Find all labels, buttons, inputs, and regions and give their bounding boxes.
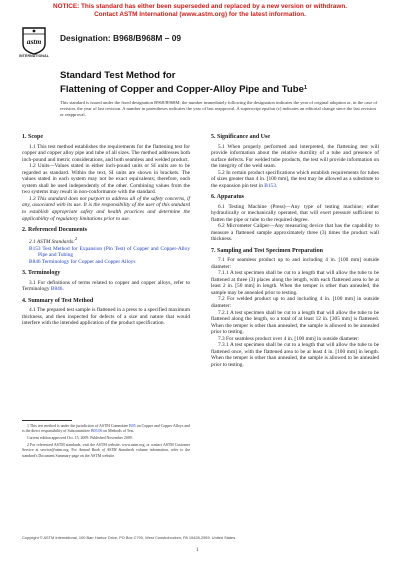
footnote-1-text-c: on Methods of Test.: [102, 429, 135, 434]
astm-logo-icon: [22, 27, 46, 55]
link-b05-06[interactable]: B05.06: [90, 429, 103, 434]
notice-line-1: NOTICE: This standard has either been superseded and replaced by a new version or withdrawn.: [52, 3, 348, 10]
right-column: [211, 134, 379, 369]
section-7-heading: 7. Sampling and Test Specimen Preparation: [211, 247, 323, 254]
section-6-heading: 6. Apparatus: [211, 194, 245, 201]
footnote-2: [22, 443, 190, 459]
para-7-3: 7.3 For seamless product over 4 in. [100 mm] in outside diameter:: [218, 335, 360, 342]
footnote-1-text-b: on Copper and Copper Alloys and is the direct responsibility of Subcommittee: [22, 424, 190, 434]
para-6-2: 6.2 Micrometer Caliper—Any measuring device that has the capability to measure a flattened sample approximately three (3) times the product wall thickness.: [211, 223, 379, 243]
copyright: Copyright © ASTM International, 100 Barr Harbor Drive, PO Box C700, West Conshohocken, PA 19428-2959. United States.: [22, 535, 237, 540]
issuance-note: This standard is issued under the fixed designation B968/B968M; the number immediately following the designation indicates the year of original adoption or, in the case of revision, the year of last revision. A number in parentheses indicates the year of last reapproval. A superscript epsilon (ε) indicates an editorial change since the last revision or reapproval.: [60, 100, 378, 118]
para-7-2-1: 7.2.1 A test specimen shall be cut to a length that will allow the tube to be flattened along the length, so a total of at least 12 in. [305 mm] is flattened. When the temper is other than annealed, the sample is allowed to be annealed prior to testing.: [211, 309, 379, 336]
footnotes: [22, 424, 190, 461]
para-1-1: 1.1 This test method establishes the requirements for the flattening test for copper and copper alloy pipe and tube of all sizes. The method addresses both inch-pound and metric considerations, and both seamless and welded product.: [22, 143, 190, 163]
footnote-1-edition: Current edition approved Oct. 15, 2009. Published November 2009.: [27, 436, 133, 441]
footnote-1: [22, 424, 190, 434]
para-1-2: 1.2 Units—Values stated in either inch-pound units or SI units are to be regarded as standard. Within the text, SI units are shown in brackets. The values stated in each system may not be exact equivalents; therefore, each system shall be used independently of the other. Combining values from the two systems may result in non-conformance with the standard.: [22, 163, 190, 196]
para-7-1: 7.1 For seamless product up to and including 4 in. [100 mm] outside diameter:: [211, 257, 379, 270]
astm-standards-label: 2.1 ASTM Standards:: [29, 239, 75, 246]
section-4-heading: 4. Summary of Test Method: [22, 297, 94, 304]
title-line-2: [60, 82, 380, 96]
para-2-1: [22, 236, 190, 245]
para-6-1: 6.1 Testing Machine (Press)—Any type of testing machine; either hydraulically or mechanically operated, that will exert pressure sufficient to flatten the pipe or tube to the required degree.: [211, 203, 379, 223]
para-1-3: 1.3 This standard does not purport to address all of the safety concerns, if any, associated with its use. It is the responsibility of the user of this standard to establish appropriate safety and health practices and determine the applicability of regulatory limitations prior to use.: [22, 195, 190, 222]
document-title: [60, 70, 380, 96]
para-5-2: [211, 170, 379, 190]
section-2-heading: 2. Referenced Documents: [22, 226, 88, 233]
footnote-rule: [22, 420, 72, 421]
link-b05[interactable]: B05: [129, 424, 136, 428]
logo-caption: INTERNATIONAL: [18, 54, 50, 58]
para-3-1-end: .: [62, 286, 64, 293]
para-5-2-text: 5.2 In certain product specifications which establish requirements for tubes of sizes greater than 4 in. [100 mm], the test may be allowed as a substitute to the expansion pin test in: [211, 169, 379, 189]
notice-banner: [0, 3, 400, 19]
section-5-heading: 5. Significance and Use: [211, 134, 271, 140]
footnote-1-text: 1 This test method is under the jurisdiction of ASTM Committee: [27, 424, 130, 428]
left-column: [22, 134, 190, 327]
designation: Designation: B968/B968M – 09: [60, 33, 182, 43]
para-4-1: 4.1 The prepared test sample is flattened in a press to a specified maximum thickness, and then inspected for defects of a size and nature that would interfere with the intended application of the product specification.: [22, 307, 190, 327]
footnote-2-italic: Annual Book of ASTM Standards: [78, 448, 135, 453]
footnote-2-text: 2 For referenced ASTM standards, visit the ASTM website, www.astm.org, or contact ASTM Customer Service at service@astm.org. For: [22, 443, 190, 453]
title-line-1: Standard Test Method for: [60, 70, 176, 81]
reference-b153-title[interactable]: Test Method for Expansion (Pin Test) of Copper and Copper-Alloy Pipe and Tubing: [38, 245, 190, 259]
para-7-2: 7.2 For welded product up to and including 4 in. [100 mm] in outside diameter:: [211, 296, 379, 310]
para-7-3-1: 7.3.1 A test specimen shall be cut to a length that will allow the tube to be flattened once, with the flattened area to be at least 4 in. [100 mm] in length. When the temper is other than annealed, the sample is allowed to be annealed prior to testing.: [211, 342, 379, 368]
title-footnote-mark: 1: [303, 85, 307, 91]
para-3-1-text: 3.1 For definitions of terms related to copper and copper alloys, refer to Terminology: [22, 279, 190, 293]
section-3-heading: 3. Terminology: [22, 270, 61, 277]
reference-b846: [22, 259, 190, 266]
link-b153-inline[interactable]: B153: [264, 182, 276, 189]
footnote-2-text-b: volume information, refer to the standard's Document Summary page on the ASTM website.: [22, 448, 190, 458]
reference-b846-title[interactable]: Terminology for Copper and Copper Alloys: [41, 258, 136, 265]
link-b846-inline[interactable]: B846: [50, 286, 63, 293]
reference-b153: [22, 246, 190, 259]
title-text: Flattening of Copper and Copper-Alloy Pipe and Tube: [60, 84, 304, 95]
footnote-mark-2: 2: [74, 236, 78, 242]
para-3-1: [22, 280, 190, 293]
link-b846[interactable]: B846: [29, 258, 41, 265]
para-5-2-end: .: [275, 182, 278, 189]
page-number: 1: [196, 548, 199, 553]
para-7-1-1: 7.1.1 A test specimen shall be cut to a length that will allow the tube to be flattened at three (3) places along the length, with each flattened area to be at least 2 in. [50 mm] in length. When the temper is other than annealed, the sample may be annealed prior to testing.: [211, 270, 379, 296]
para-5-1: 5.1 When properly performed and interpreted, the flattening test will provide information about the relative ductility of a tube and presence of surface defects. For welded tube products, the test will provide information on the integrity of the weld seam.: [211, 143, 379, 170]
notice-line-2: Contact ASTM International (www.astm.org) for the latest information.: [94, 11, 306, 18]
link-b153[interactable]: B153: [29, 245, 41, 252]
section-1-heading: 1. Scope: [22, 134, 43, 140]
svg-text:astm: astm: [26, 37, 42, 46]
